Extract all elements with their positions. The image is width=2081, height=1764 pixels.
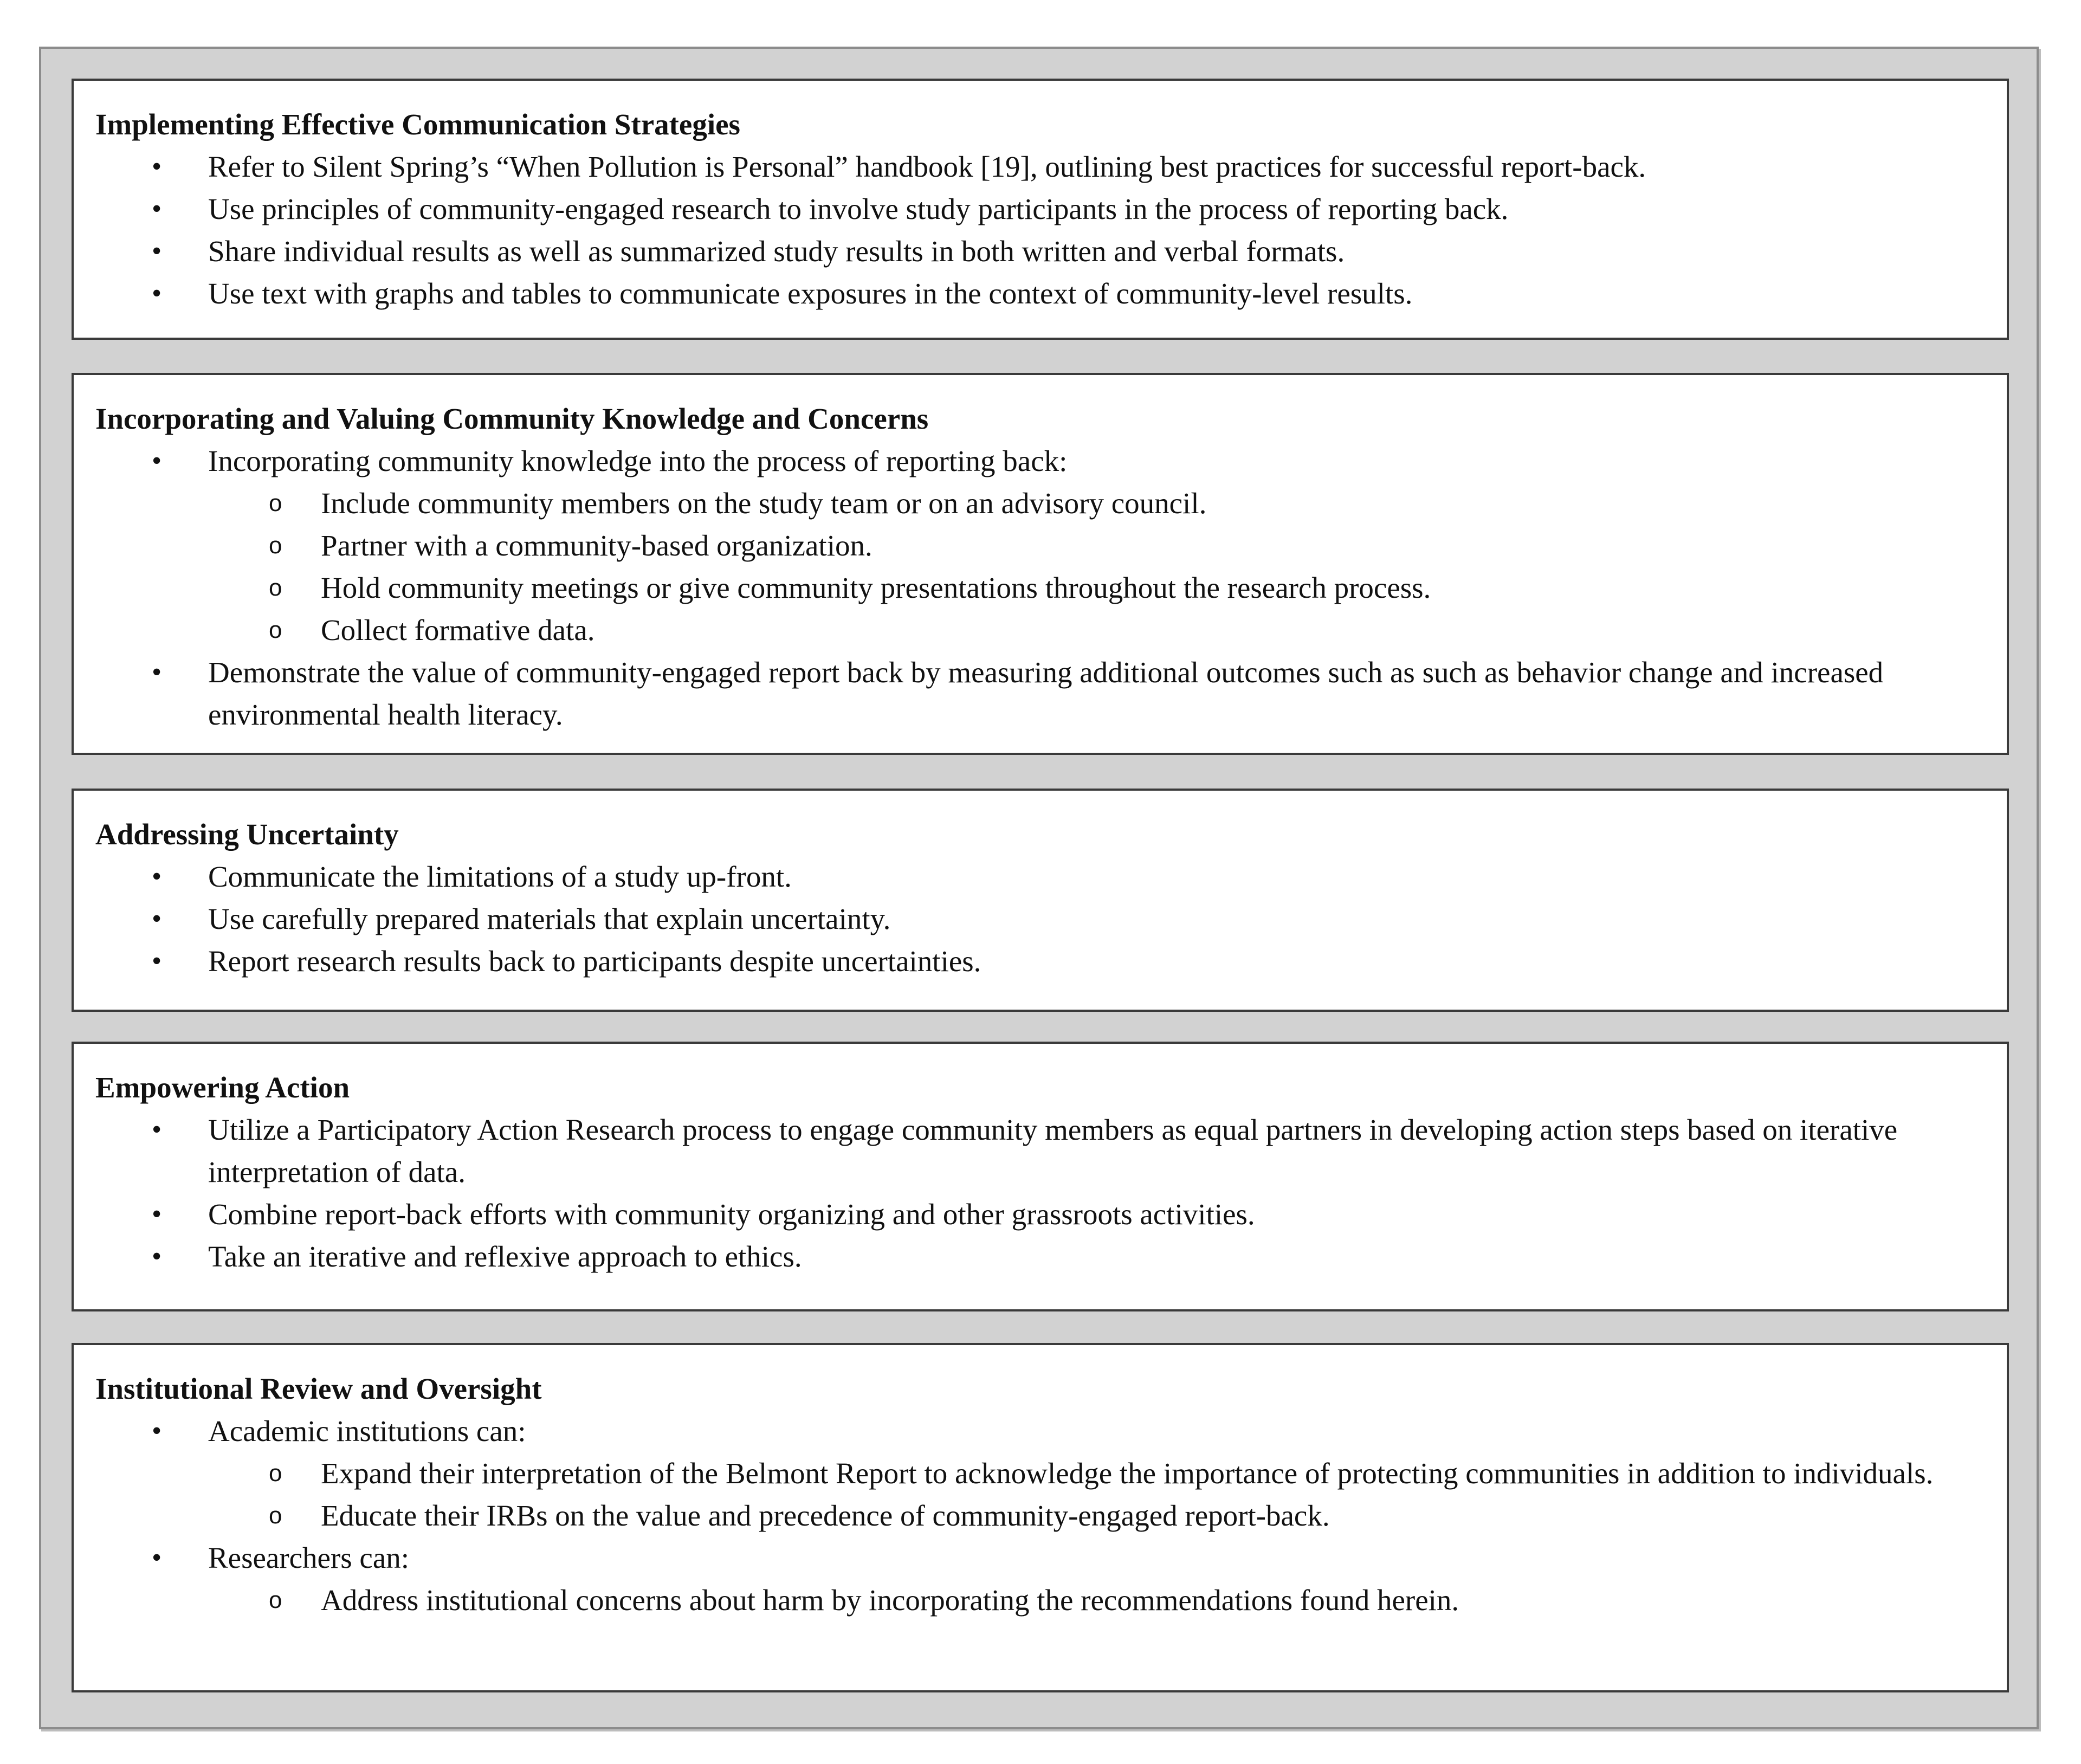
- panel-title: Incorporating and Valuing Community Knowledge and Concerns: [95, 402, 929, 435]
- bullet-text: • Report research results back to participants despite uncertainties.: [208, 945, 981, 978]
- sub-bullet-text: o Include community members on the study team or on an advisory council.: [321, 487, 1207, 520]
- sub-bullet-text: o Address institutional concerns about harm by incorporating the recommendations found herein.: [321, 1584, 1459, 1617]
- panel-empowering-action: [72, 1042, 2009, 1311]
- bullet-list: [95, 440, 1985, 736]
- bullet-list: [95, 1410, 1985, 1621]
- sub-bullet-item: [94, 609, 1985, 651]
- panel-title: Empowering Action: [95, 1071, 350, 1104]
- sub-bullet-item: [94, 1579, 1985, 1621]
- bullet-item: [95, 230, 1985, 273]
- bullet-list: [95, 856, 1985, 983]
- bullet-text: • Incorporating community knowledge into the process of reporting back:: [208, 444, 1068, 477]
- bullet-item: [95, 856, 1985, 898]
- sub-bullet-list: [95, 482, 1985, 651]
- bullet-text: • Demonstrate the value of community-engaged report back by measuring additional outcomes such as such as behavior change and increased environmental health literacy.: [208, 656, 1884, 731]
- bullet-item: [95, 188, 1985, 230]
- bullet-item: [95, 940, 1985, 983]
- bullet-item: [95, 1410, 1985, 1537]
- sub-bullet-list: [95, 1579, 1985, 1621]
- bullet-list: [95, 1109, 1985, 1278]
- bullet-item: [95, 146, 1985, 188]
- bullet-text: • Use principles of community-engaged research to involve study participants in the process of reporting back.: [208, 192, 1509, 225]
- bullet-text: • Take an iterative and reflexive approach to ethics.: [208, 1240, 802, 1273]
- bullet-text: • Utilize a Participatory Action Research process to engage community members as equal partners in developing action steps based on iterative interpretation of data.: [208, 1113, 1898, 1188]
- sub-bullet-text: o Collect formative data.: [321, 613, 595, 647]
- sub-bullet-item: [94, 525, 1985, 567]
- bullet-item: [95, 1236, 1985, 1278]
- sub-bullet-text: o Educate their IRBs on the value and precedence of community-engaged report-back.: [321, 1499, 1330, 1532]
- bullet-list: [95, 146, 1985, 315]
- bullet-text: • Share individual results as well as summarized study results in both written and verbal formats.: [208, 235, 1345, 268]
- bullet-text: • Communicate the limitations of a study up-front.: [208, 860, 792, 893]
- panel-title: Implementing Effective Communication Strategies: [95, 108, 740, 141]
- panel-institutional-review: [72, 1343, 2009, 1692]
- sub-bullet-list: [95, 1452, 1985, 1537]
- panel-addressing-uncertainty: [72, 789, 2009, 1012]
- sub-bullet-text: o Expand their interpretation of the Belmont Report to acknowledge the importance of protecting communities in addition to individuals.: [321, 1457, 1934, 1490]
- panel-community-knowledge: [72, 373, 2009, 755]
- bullet-text: • Use text with graphs and tables to communicate exposures in the context of community-level results.: [208, 277, 1413, 310]
- panel-title: Addressing Uncertainty: [95, 818, 399, 851]
- bullet-item: [95, 651, 1985, 736]
- bullet-item: [95, 273, 1985, 315]
- sub-bullet-item: [94, 567, 1985, 609]
- sub-bullet-text: o Hold community meetings or give community presentations throughout the research process.: [321, 571, 1431, 604]
- bullet-text: • Use carefully prepared materials that explain uncertainty.: [208, 902, 891, 935]
- bullet-text: • Refer to Silent Spring’s “When Pollution is Personal” handbook [19], outlining best practices for successful report-back.: [208, 150, 1646, 183]
- bullet-item: [95, 440, 1985, 651]
- bullet-item: [95, 898, 1985, 940]
- sub-bullet-text: o Partner with a community-based organization.: [321, 529, 873, 562]
- sub-bullet-item: [94, 1495, 1985, 1537]
- bullet-item: [95, 1109, 1985, 1193]
- bullet-item: [95, 1193, 1985, 1236]
- sub-bullet-item: [94, 482, 1985, 525]
- panel-communication-strategies: [72, 79, 2009, 340]
- sub-bullet-item: [94, 1452, 1985, 1495]
- bullet-text: • Researchers can:: [208, 1541, 410, 1574]
- panel-title: Institutional Review and Oversight: [95, 1372, 542, 1405]
- bullet-item: [95, 1537, 1985, 1621]
- bullet-text: • Academic institutions can:: [208, 1414, 526, 1448]
- bullet-text: • Combine report-back efforts with community organizing and other grassroots activities.: [208, 1198, 1255, 1231]
